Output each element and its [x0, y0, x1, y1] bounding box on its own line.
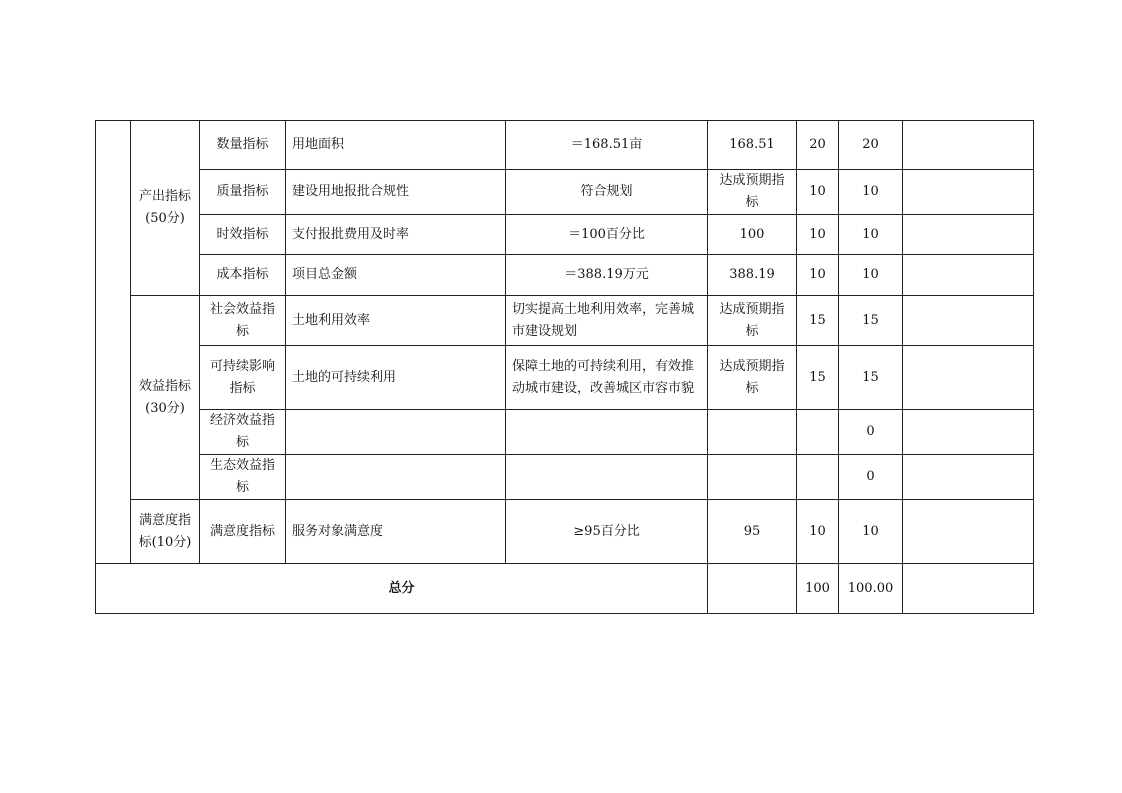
indicator-item: 项目总金额: [286, 255, 506, 296]
target-value: ＝100百分比: [506, 215, 708, 255]
weight-value: 10: [797, 500, 839, 564]
table-row: [96, 500, 1034, 564]
weight-value: [797, 455, 839, 500]
total-score: 100.00: [839, 564, 903, 614]
note-cell: [903, 215, 1034, 255]
actual-value: [708, 455, 797, 500]
table-row: [96, 255, 1034, 296]
sub-indicator: 质量指标: [200, 170, 286, 215]
total-label: 总分: [96, 564, 708, 614]
table-row: [96, 455, 1034, 500]
total-weight: 100: [797, 564, 839, 614]
weight-value: 10: [797, 170, 839, 215]
sub-indicator: 数量指标: [200, 121, 286, 170]
indicator-item: 土地的可持续利用: [286, 346, 506, 410]
total-row: [96, 564, 1034, 614]
target-value: 切实提高土地利用效率，完善城市建设规划: [506, 296, 708, 346]
table-row: [96, 215, 1034, 255]
table-row: [96, 121, 1034, 170]
actual-value: 达成预期指标: [708, 170, 797, 215]
sub-indicator: 满意度指标: [200, 500, 286, 564]
weight-value: 15: [797, 296, 839, 346]
table-row: [96, 410, 1034, 455]
score-value: 20: [839, 121, 903, 170]
score-value: 15: [839, 346, 903, 410]
group-label-benefit: 效益指标(30分): [131, 296, 200, 500]
sub-indicator: 经济效益指标: [200, 410, 286, 455]
score-value: 10: [839, 255, 903, 296]
actual-value: [708, 410, 797, 455]
target-value: ＝388.19万元: [506, 255, 708, 296]
actual-value: 100: [708, 215, 797, 255]
indicator-item: 支付报批费用及时率: [286, 215, 506, 255]
score-value: 10: [839, 170, 903, 215]
note-cell: [903, 170, 1034, 215]
target-value: ＝168.51亩: [506, 121, 708, 170]
weight-value: [797, 410, 839, 455]
sub-indicator: 成本指标: [200, 255, 286, 296]
note-cell: [903, 346, 1034, 410]
note-cell: [903, 296, 1034, 346]
sub-indicator: 可持续影响指标: [200, 346, 286, 410]
group-label-satisfaction: 满意度指标(10分): [131, 500, 200, 564]
score-value: 15: [839, 296, 903, 346]
score-value: 10: [839, 500, 903, 564]
indicator-item: [286, 410, 506, 455]
target-value: [506, 455, 708, 500]
table-row: [96, 170, 1034, 215]
sub-indicator: 时效指标: [200, 215, 286, 255]
weight-value: 15: [797, 346, 839, 410]
actual-value: 达成预期指标: [708, 296, 797, 346]
table-row: [96, 296, 1034, 346]
note-cell: [903, 121, 1034, 170]
weight-value: 10: [797, 215, 839, 255]
actual-value: 达成预期指标: [708, 346, 797, 410]
sub-indicator: 生态效益指标: [200, 455, 286, 500]
note-cell: [903, 455, 1034, 500]
target-value: ≥95百分比: [506, 500, 708, 564]
table-row: [96, 346, 1034, 410]
actual-value: 168.51: [708, 121, 797, 170]
indicator-item: 土地利用效率: [286, 296, 506, 346]
actual-value: 388.19: [708, 255, 797, 296]
indicator-item: 用地面积: [286, 121, 506, 170]
score-value: 0: [839, 455, 903, 500]
score-value: 0: [839, 410, 903, 455]
group-label-output: 产出指标(50分): [131, 121, 200, 296]
note-cell: [903, 500, 1034, 564]
left-border-cell: [96, 121, 131, 564]
note-cell: [903, 255, 1034, 296]
sub-indicator: 社会效益指标: [200, 296, 286, 346]
total-actual: [708, 564, 797, 614]
weight-value: 10: [797, 255, 839, 296]
total-note: [903, 564, 1034, 614]
weight-value: 20: [797, 121, 839, 170]
score-value: 10: [839, 215, 903, 255]
performance-table: [95, 120, 1034, 614]
target-value: 保障土地的可持续利用，有效推动城市建设，改善城区市容市貌: [506, 346, 708, 410]
target-value: 符合规划: [506, 170, 708, 215]
indicator-item: 服务对象满意度: [286, 500, 506, 564]
target-value: [506, 410, 708, 455]
actual-value: 95: [708, 500, 797, 564]
note-cell: [903, 410, 1034, 455]
indicator-item: 建设用地报批合规性: [286, 170, 506, 215]
indicator-item: [286, 455, 506, 500]
